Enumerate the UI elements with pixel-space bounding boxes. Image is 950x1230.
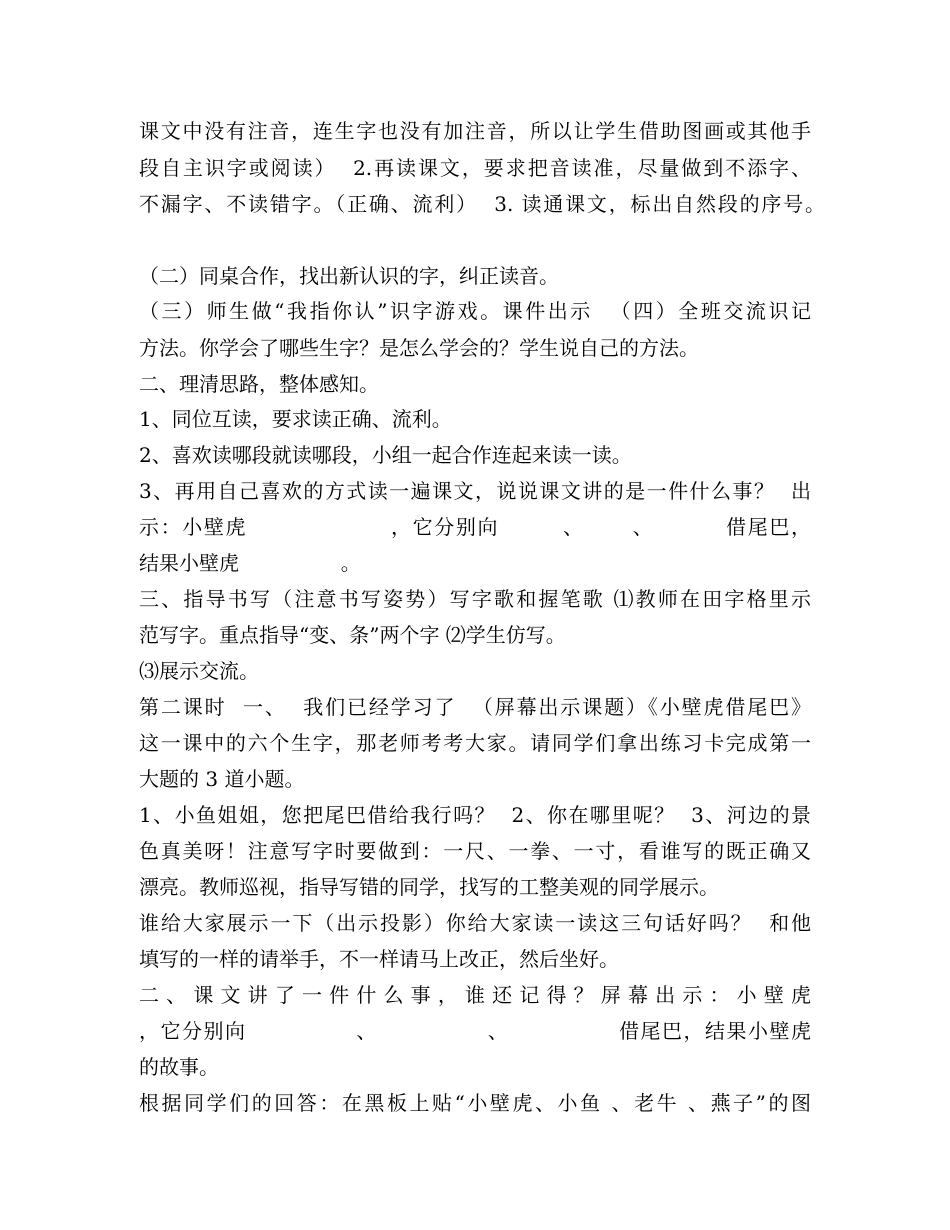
text-line: 课文中没有注音，连生字也没有加注音，所以让学生借助图画或其他手 — [139, 119, 811, 143]
text-line: 这一课中的六个生字，那老师考考大家。请同学们拿出练习卡完成第一 — [139, 731, 811, 755]
text-line: 段自主识字或阅读） 2.再读课文，要求把音读准，尽量做到不添字、 — [139, 156, 811, 180]
text-line: 根据同学们的回答：在黑板上贴“小壁虎、小鱼 、老牛 、燕子”的图 — [139, 1091, 811, 1115]
text-line: （二）同桌合作，找出新认识的字，纠正读音。 — [139, 264, 559, 288]
text-line: 谁给大家展示一下（出示投影）你给大家读一读这三句话好吗？ 和他 — [139, 911, 811, 935]
text-line: 第二课时 一、 我们已经学习了 （屏幕出示课题）《小壁虎借尾巴》 — [139, 695, 811, 719]
text-line: 不漏字、不读错字。（正确、流利） 3. 读通课文，标出自然段的序号。 — [139, 192, 825, 216]
text-line: 的故事。 — [139, 1055, 219, 1079]
text-line: 色真美呀！注意写字时要做到：一尺、一拳、一寸，看谁写的既正确又 — [139, 839, 811, 863]
text-line: 大题的 3 道小题。 — [139, 767, 305, 791]
text-line: 2、喜欢读哪段就读哪段，小组一起合作连起来读一读。 — [139, 443, 632, 467]
text-line: 3、再用自己喜欢的方式读一遍课文，说说课文讲的是一件什么事？ 出 — [139, 479, 811, 503]
text-line: 三、指导书写（注意书写姿势）写字歌和握笔歌 ⑴教师在田字格里示 — [139, 587, 811, 611]
text-line: ，它分别向 、 、 借尾巴，结果小壁虎 — [139, 1019, 811, 1043]
text-line: 二、课文讲了一件什么事，谁还记得？屏幕出示：小壁虎 — [139, 983, 811, 1007]
text-line: ⑶展示交流。 — [139, 659, 259, 683]
text-line: 填写的一样的请举手，不一样请马上改正，然后坐好。 — [139, 947, 619, 971]
text-line: 1、小鱼姐姐，您把尾巴借给我行吗？ 2、你在哪里呢？ 3、河边的景 — [139, 803, 811, 827]
text-line: 方法。你学会了哪些生字？是怎么学会的？学生说自己的方法。 — [139, 336, 699, 360]
text-line: 结果小壁虎 。 — [139, 551, 361, 575]
text-line: 二、理清思路，整体感知。 — [139, 372, 379, 396]
text-line: 示：小壁虎 ，它分别向 、 、 借尾巴， — [139, 515, 811, 539]
text-line: 漂亮。教师巡视，指导写错的同学，找写的工整美观的同学展示。 — [139, 875, 719, 899]
text-line: （三）师生做“我指你认”识字游戏。课件出示 （四）全班交流识记 — [139, 299, 811, 323]
text-line: 1、同位互读，要求读正确、流利。 — [139, 407, 452, 431]
text-line: 范写字。重点指导“变、条”两个字 ⑵学生仿写。 — [139, 623, 566, 647]
